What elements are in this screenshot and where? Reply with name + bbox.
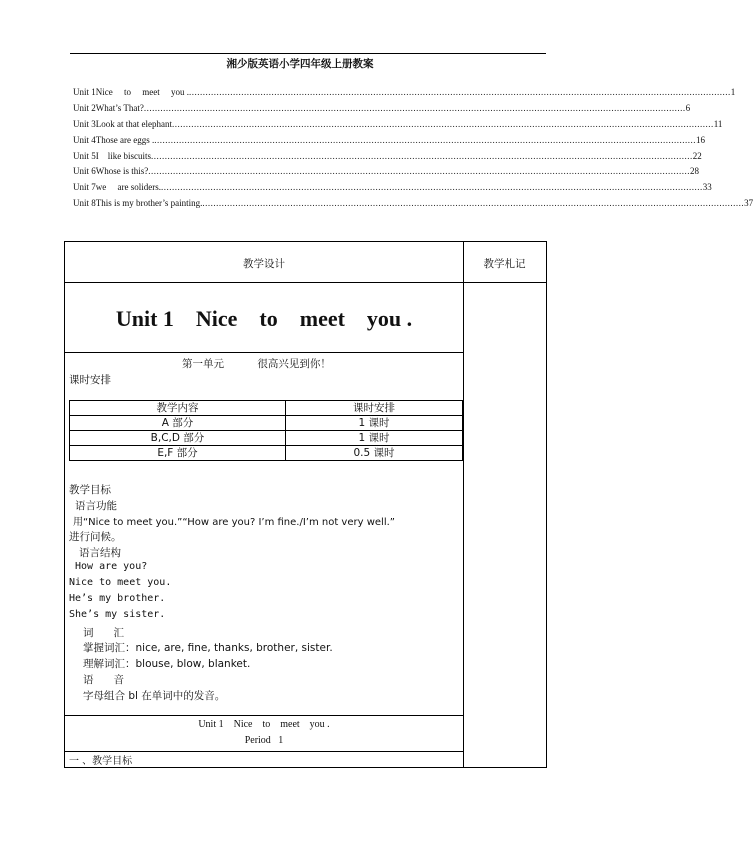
notes-column-header: 教学札记	[483, 258, 526, 270]
toc-page: 22	[692, 150, 702, 161]
phonics-label: 语 音	[83, 674, 125, 686]
schedule-cell-content: E,F 部分	[70, 446, 286, 461]
toc-entry[interactable]	[73, 134, 705, 151]
toc-unit: Unit 3	[73, 118, 96, 129]
structure-line: Nice to meet you.	[69, 577, 172, 588]
column-divider	[463, 242, 464, 767]
schedule-cell-periods: 0.5 课时	[286, 446, 463, 461]
header-rule	[70, 53, 546, 54]
table-of-contents	[73, 87, 753, 214]
toc-title: This is my brother’s painting.	[95, 198, 203, 209]
toc-entry[interactable]	[73, 102, 691, 119]
chapter-line: 第一单元 很高兴见到你！	[182, 358, 331, 370]
structure-line: He’s my brother.	[69, 593, 166, 604]
row-divider	[65, 352, 463, 353]
toc-unit: Unit 5	[73, 150, 96, 161]
unit-heading: Unit 1 Nice to meet you .	[115, 306, 413, 331]
design-column-header: 教学设计	[243, 258, 285, 270]
table-row	[70, 416, 463, 431]
toc-unit: Unit 7	[73, 182, 96, 193]
phonics-text: 字母组合 bl 在单词中的发音。	[83, 690, 226, 702]
toc-leader: .....................................................................................................................................................................................................	[172, 118, 714, 129]
toc-title: Whose is this?	[95, 166, 149, 177]
vocab-understand: 理解词汇：blouse, blow, blanket.	[83, 658, 251, 670]
row-divider	[65, 282, 546, 283]
table-row	[70, 446, 463, 461]
schedule-cell-content: B,C,D 部分	[70, 431, 286, 446]
toc-leader: .....................................................................................................................................................................................................	[151, 150, 693, 161]
toc-leader: .....................................................................................................................................................................................................	[154, 134, 696, 145]
toc-title: Those are eggs .	[95, 134, 155, 145]
structure-label: 语言结构	[79, 547, 121, 559]
toc-leader: .....................................................................................................................................................................................................	[189, 87, 731, 97]
toc-page: 1	[730, 87, 736, 97]
language-function-label: 语言功能	[75, 500, 117, 512]
toc-unit: Unit 8	[73, 198, 96, 209]
toc-unit: Unit 6	[73, 166, 96, 177]
toc-page: 11	[713, 118, 723, 129]
toc-entry[interactable]	[73, 118, 723, 135]
toc-title: Look at that elephant	[95, 118, 172, 129]
goals-title: 教学目标	[69, 484, 111, 496]
toc-unit: Unit 4	[73, 134, 96, 145]
toc-page: 28	[690, 166, 700, 177]
language-function-text: 用“Nice to meet you.”“How are you? I’m fine./I’m not very well.”	[73, 517, 395, 528]
schedule-cell-periods: 1 课时	[286, 416, 463, 431]
toc-page: 33	[702, 182, 712, 193]
toc-page: 16	[696, 134, 705, 145]
document-title: 湘少版英语小学四年级上册教案	[226, 58, 374, 70]
language-function-text-2: 进行问候。	[69, 531, 122, 543]
toc-entry[interactable]	[73, 198, 753, 214]
lesson-title: Unit 1 Nice to meet you .	[198, 719, 330, 730]
schedule-label: 课时安排	[69, 374, 111, 386]
structure-line: How are you?	[75, 561, 148, 572]
toc-leader: .....................................................................................................................................................................................................	[148, 166, 691, 177]
table-row	[70, 401, 463, 416]
toc-leader: .....................................................................................................................................................................................................	[143, 102, 686, 113]
toc-unit: Unit 1	[73, 87, 96, 97]
toc-title: What’s That?	[95, 102, 144, 113]
lesson-plan-table	[64, 241, 547, 768]
row-divider	[65, 715, 463, 716]
vocab-master: 掌握词汇：nice, are, fine, thanks, brother, sister.	[83, 642, 333, 654]
toc-title: we are soliders.	[95, 182, 161, 193]
lesson-period: Period 1	[244, 735, 284, 746]
toc-entry[interactable]	[73, 87, 736, 103]
structure-line: She’s my sister.	[69, 609, 166, 620]
toc-leader: .....................................................................................................................................................................................................	[161, 182, 703, 193]
schedule-table	[69, 400, 463, 461]
toc-unit: Unit 2	[73, 102, 96, 113]
schedule-cell-periods: 1 课时	[286, 431, 463, 446]
toc-entry[interactable]	[73, 150, 702, 167]
vocab-label: 词 汇	[83, 627, 125, 639]
table-row	[70, 431, 463, 446]
toc-leader: .....................................................................................................................................................................................................	[202, 198, 745, 209]
toc-title: I like biscuits	[95, 150, 152, 161]
toc-title: Nice to meet you .	[95, 87, 189, 97]
toc-entry[interactable]	[73, 166, 700, 182]
section-one-heading: 一 、教学目标	[69, 756, 133, 767]
toc-entry[interactable]	[73, 182, 712, 198]
schedule-header-content: 教学内容	[70, 401, 286, 416]
toc-page: 37	[744, 198, 753, 209]
schedule-header-periods: 课时安排	[286, 401, 463, 416]
toc-page: 6	[685, 102, 691, 113]
schedule-cell-content: A 部分	[70, 416, 286, 431]
